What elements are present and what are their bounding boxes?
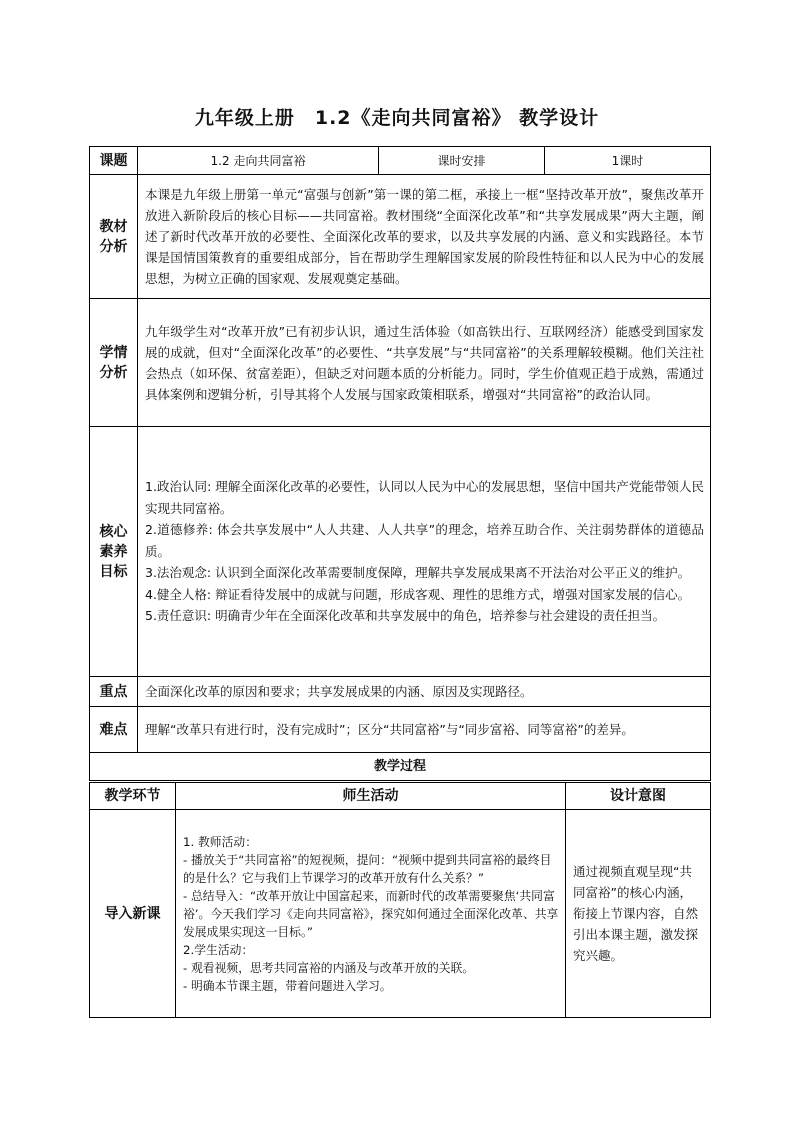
goal-item: 5.责任意识: 明确青少年在全面深化改革和共享发展中的角色，培养参与社会建设的责任担当。 bbox=[145, 608, 666, 624]
activity-line: - 观看视频，思考共同富裕的内涵及与改革开放的关联。 bbox=[183, 960, 475, 975]
intent-column-header: 设计意图 bbox=[566, 783, 711, 810]
core-goals-row bbox=[90, 427, 711, 677]
textbook-analysis-row bbox=[90, 175, 711, 299]
activity-line: - 明确本节课主题，带着问题进入学习。 bbox=[183, 978, 392, 993]
teacher-student-activities bbox=[176, 810, 566, 1018]
stage-column-header: 教学环节 bbox=[90, 783, 176, 810]
design-intent: 通过视频直观呈现“共同富裕”的核心内涵，衔接上节课内容，自然引出本课主题，激发探究兴趣。 bbox=[566, 810, 711, 1018]
process-header-row bbox=[90, 783, 711, 810]
activity-line: - 播放关于“共同富裕”的短视频，提问：“视频中提到共同富裕的最终目的是什么？它与我们上节课学习的改革开放有什么关系？” bbox=[183, 852, 552, 885]
process-heading-row bbox=[90, 753, 711, 781]
page-title: 九年级上册 1.2《走向共同富裕》 教学设计 bbox=[194, 107, 600, 129]
goal-item: 3.法治观念: 认识到全面深化改革需要制度保障，理解共享发展成果离不开法治对公平正义的维护。 bbox=[145, 565, 691, 581]
lesson-info-table bbox=[89, 146, 711, 781]
activity-line: 1. 教师活动： bbox=[183, 834, 257, 849]
goal-item: 2.道德修养: 体会共享发展中“人人共建、人人共享”的理念，培养互助合作、关注弱势群体的道德品质。 bbox=[145, 522, 704, 559]
goal-item: 4.健全人格: 辩证看待发展中的成就与问题，形成客观、理性的思维方式，增强对国家发展的信心。 bbox=[145, 586, 691, 602]
lesson-label: 课题 bbox=[90, 147, 138, 175]
lesson-header-row bbox=[90, 147, 711, 175]
activity-line: - 总结导入：“改革开放让中国富起来，而新时代的改革需要聚焦‘共同富裕’。今天我们学习《走向共同富裕》，探究如何通过全面深化改革、共享发展成果实现这一目标。” bbox=[183, 888, 559, 939]
key-points-label: 重点 bbox=[90, 677, 138, 707]
time-value: 1课时 bbox=[545, 147, 711, 175]
core-goals-content bbox=[138, 427, 711, 677]
process-table bbox=[89, 782, 711, 1018]
intro-stage-row bbox=[90, 810, 711, 1018]
key-points-content: 全面深化改革的原因和要求；共享发展成果的内涵、原因及实现路径。 bbox=[138, 677, 711, 707]
process-heading: 教学过程 bbox=[90, 753, 711, 781]
student-analysis-row bbox=[90, 299, 711, 427]
textbook-analysis-content: 本课是九年级上册第一单元“富强与创新”第一课的第二框，承接上一框“坚持改革开放”，聚焦改革开放进入新阶段后的核心目标——共同富裕。教材围绕“全面深化改革”和“共享发展成果”两大主题，阐述了新时代改革开放的必要性、全面深化改革的要求，以及共享发展的内涵、意义和实践路径。本节课是国情国策教育的重要组成部分，旨在帮助学生理解国家发展的阶段性特征和以人民为中心的发展思想，为树立正确的国家观、发展观奠定基础。 bbox=[138, 175, 711, 299]
core-goals-label: 核心 素养 目标 bbox=[90, 427, 138, 677]
student-analysis-label: 学情 分析 bbox=[90, 299, 138, 427]
textbook-analysis-label: 教材 分析 bbox=[90, 175, 138, 299]
activity-line: 2.学生活动： bbox=[183, 942, 254, 957]
difficult-points-row bbox=[90, 707, 711, 753]
activity-column-header: 师生活动 bbox=[176, 783, 566, 810]
key-points-row bbox=[90, 677, 711, 707]
goal-item: 1.政治认同: 理解全面深化改革的必要性，认同以人民为中心的发展思想，坚信中国共产党能带领人民实现共同富裕。 bbox=[145, 479, 704, 516]
stage-name: 导入新课 bbox=[90, 810, 176, 1018]
student-analysis-content: 九年级学生对“改革开放”已有初步认识，通过生活体验（如高铁出行、互联网经济）能感受到国家发展的成就，但对“全面深化改革”的必要性、“共享发展”与“共同富裕”的关系理解较模糊。他们关注社会热点（如环保、贫富差距），但缺乏对问题本质的分析能力。同时，学生价值观正趋于成熟，需通过具体案例和逻辑分析，引导其将个人发展与国家政策相联系，增强对“共同富裕”的政治认同。 bbox=[138, 299, 711, 427]
difficult-points-label: 难点 bbox=[90, 707, 138, 753]
time-label: 课时安排 bbox=[379, 147, 545, 175]
lesson-title-cell: 1.2 走向共同富裕 bbox=[138, 147, 379, 175]
difficult-points-content: 理解“改革只有进行时，没有完成时”；区分“共同富裕”与“同步富裕、同等富裕”的差异。 bbox=[138, 707, 711, 753]
